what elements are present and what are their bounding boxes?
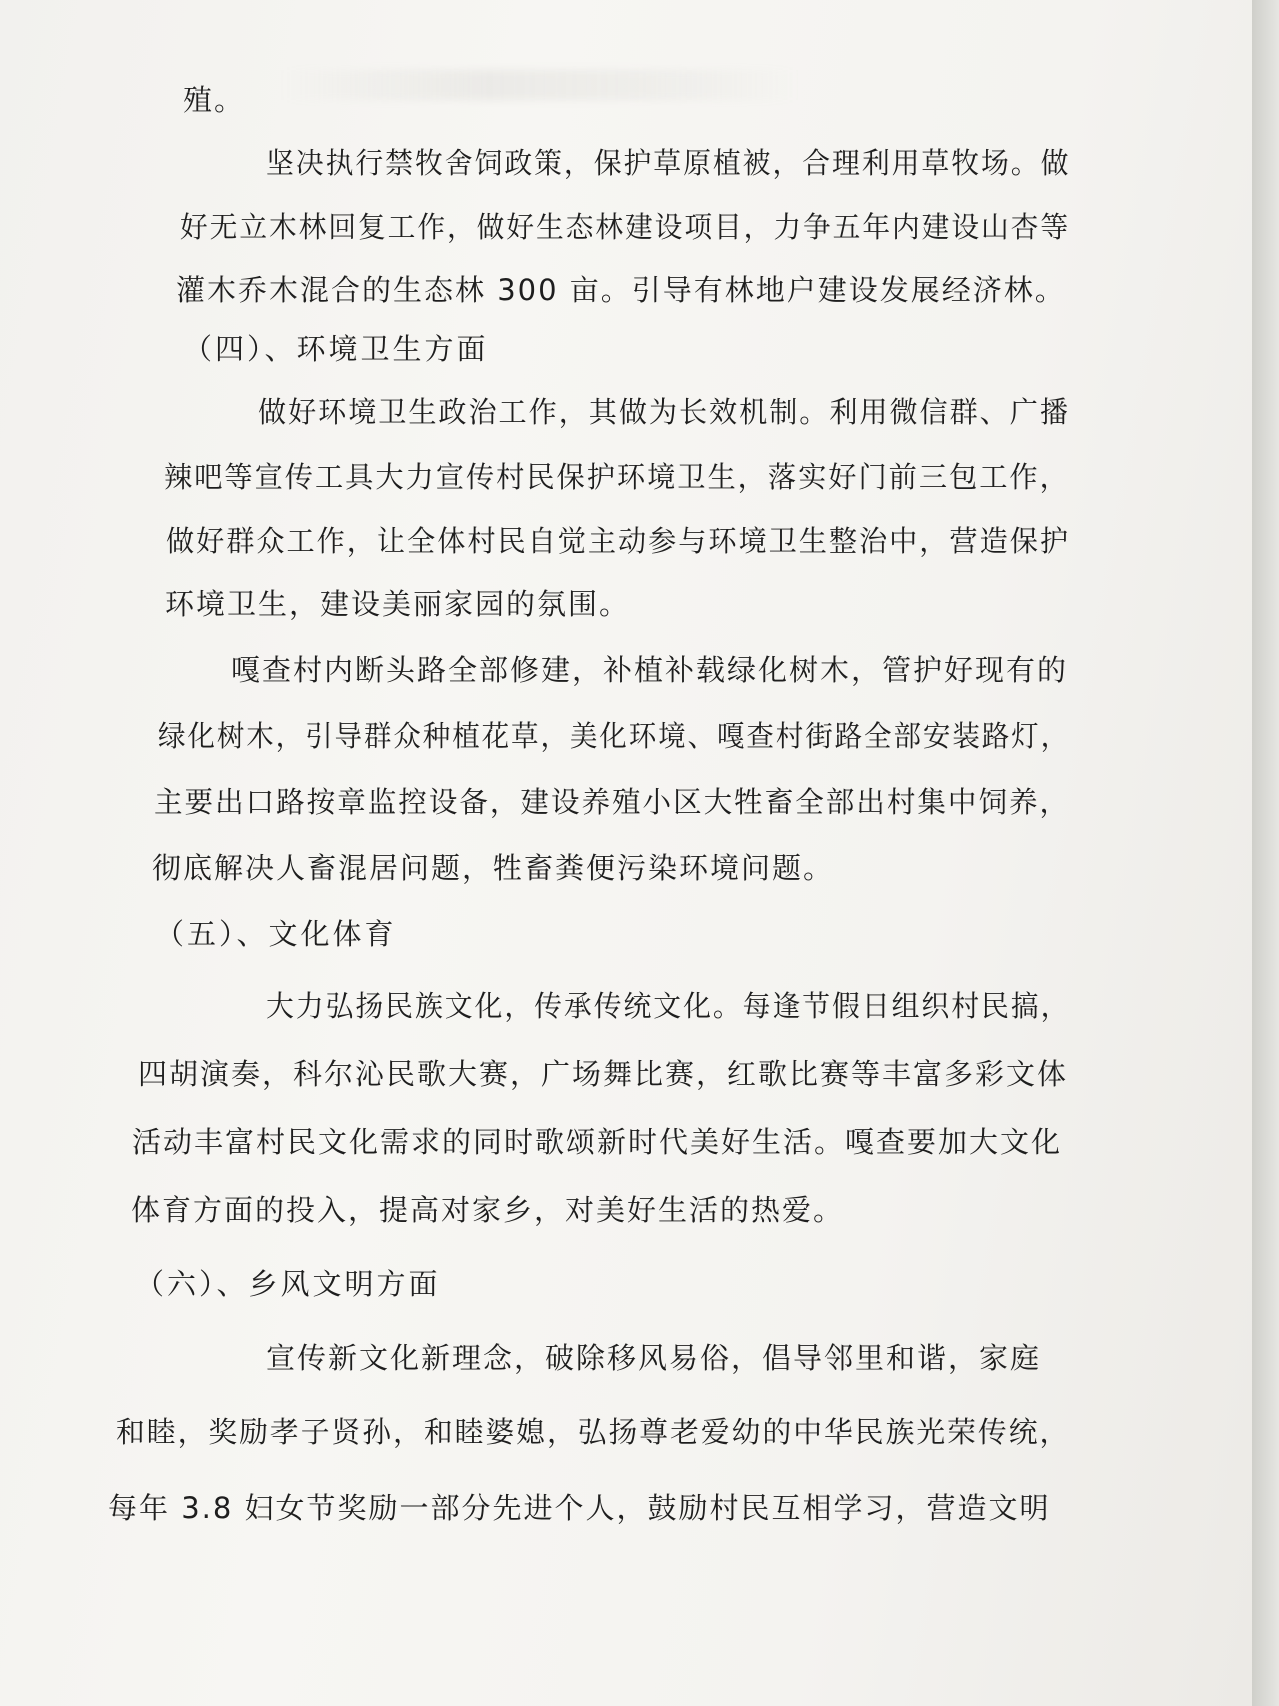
text-line-10: 嘎查村内断头路全部修建，补植补载绿化树木，管护好现有的 bbox=[231, 653, 1069, 687]
text-line-3: 好无立木林回复工作，做好生态林建设项目，力争五年内建设山杏等 bbox=[180, 210, 1071, 244]
text-line-21: 和睦，奖励孝子贤孙，和睦婆媳，弘扬尊老爱幼的中华民族光荣传统， bbox=[116, 1415, 1071, 1449]
text-line-7: 辣吧等宣传工具大力宣传村民保护环境卫生，落实好门前三包工作， bbox=[164, 460, 1070, 494]
text-line-12: 主要出口路按章监控设备，建设养殖小区大牲畜全部出村集中饲养， bbox=[154, 785, 1071, 819]
text-line-6: 做好环境卫生政治工作，其做为长效机制。利用微信群、广播 bbox=[258, 395, 1070, 429]
text-line-1: 殖。 bbox=[183, 83, 246, 117]
section-heading-4: （四）、环境卫生方面 bbox=[183, 332, 489, 366]
text-line-2: 坚决执行禁牧舍饲政策，保护草原植被，合理利用草牧场。做 bbox=[266, 146, 1071, 180]
text-line-9: 环境卫生，建设美丽家园的氛围。 bbox=[165, 587, 631, 621]
text-line-8: 做好群众工作，让全体村民自觉主动参与环境卫生整治中，营造保护 bbox=[166, 524, 1070, 558]
text-line-20: 宣传新文化新理念，破除移风易俗，倡导邻里和谐，家庭 bbox=[266, 1341, 1042, 1375]
text-line-16: 四胡演奏，科尔沁民歌大赛，广场舞比赛，红歌比赛等丰富多彩文体 bbox=[138, 1057, 1069, 1091]
text-line-4: 灌木乔木混合的生态林 300 亩。引导有林地户建设发展经济林。 bbox=[176, 273, 1066, 307]
text-line-22: 每年 3.8 妇女节奖励一部分先进个人，鼓励村民互相学习，营造文明 bbox=[108, 1491, 1051, 1525]
text-line-17: 活动丰富村民文化需求的同时歌颂新时代美好生活。嘎查要加大文化 bbox=[132, 1125, 1063, 1159]
text-line-13: 彻底解决人畜混居问题，牲畜粪便污染环境问题。 bbox=[152, 851, 835, 885]
show-through-text bbox=[280, 70, 800, 100]
background-edge bbox=[1252, 0, 1279, 1706]
section-heading-6: （六）、乡风文明方面 bbox=[135, 1267, 441, 1301]
section-heading-5: （五）、文化体育 bbox=[155, 917, 397, 951]
text-line-15: 大力弘扬民族文化，传承传统文化。每逢节假日组织村民搞， bbox=[266, 989, 1071, 1023]
text-line-11: 绿化树木，引导群众种植花草，美化环境、嘎查村街路全部安装路灯， bbox=[158, 719, 1071, 753]
text-line-18: 体育方面的投入，提高对家乡，对美好生活的热爱。 bbox=[131, 1193, 845, 1227]
